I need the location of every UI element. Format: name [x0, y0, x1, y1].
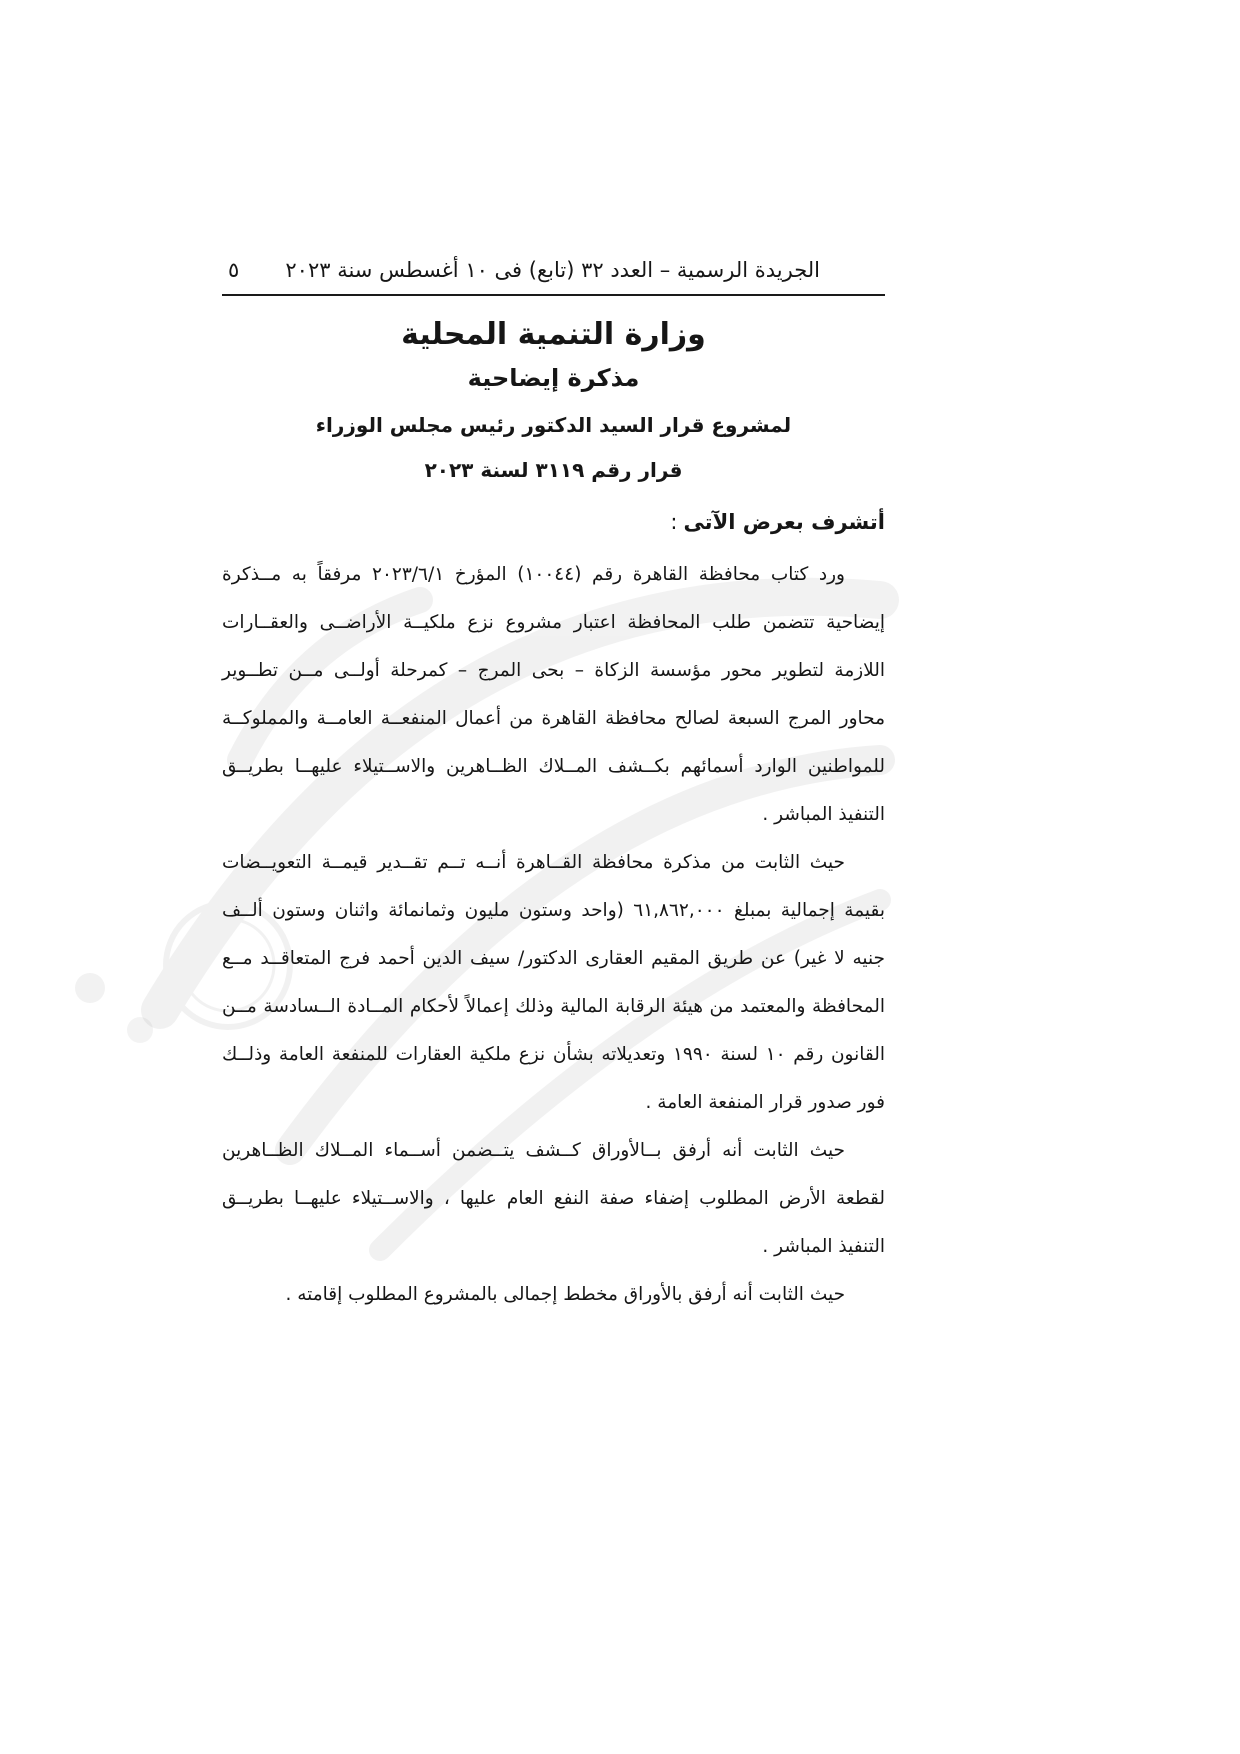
- paragraph: [222, 1271, 885, 1319]
- paragraph-line-text: التنفيذ المباشر .: [762, 804, 885, 825]
- paragraph-line-text: ورد كتاب محافظة القاهرة رقم (١٠٠٤٤) المؤرخ ٢٠٢٣/٦/١ مرفقاً به مــذكرة: [222, 564, 845, 585]
- memo-subtitle: لمشروع قرار السيد الدكتور رئيس مجلس الوزراء: [315, 413, 792, 437]
- paragraph-line-text: للمواطنين الوارد أسمائهم بكــشف المــلاك الظــاهرين والاســتيلاء عليهــا بطريــق: [222, 756, 885, 777]
- page-number: ٥: [228, 258, 240, 282]
- intro-text: أتشرف بعرض الآتى: [683, 510, 885, 534]
- gazette-header: الجريدة الرسمية – العدد ٣٢ (تابع) فى ١٠ أغسطس سنة ٢٠٢٣: [285, 258, 820, 282]
- paragraph-line-text: محاور المرج السبعة لصالح محافظة القاهرة من أعمال المنفعــة العامــة والمملوكــة: [222, 708, 885, 729]
- decree-number: قرار رقم ٣١١٩ لسنة ٢٠٢٣: [424, 458, 683, 482]
- paragraph-line: [222, 695, 885, 743]
- intro-colon: :: [670, 510, 678, 534]
- paragraph-line-text: القانون رقم ١٠ لسنة ١٩٩٠ وتعديلاته بشأن نزع ملكية العقارات للمنفعة العامة وذلــك: [222, 1044, 886, 1065]
- paragraph-line-text: جنيه لا غير) عن طريق المقيم العقارى الدكتور/ سيف الدين أحمد فرج المتعاقــد مــع: [222, 948, 885, 969]
- paragraph-line: [222, 1223, 885, 1271]
- paragraph-line-text: حيث الثابت أنه أرفق بالأوراق مخطط إجمالى بالمشروع المطلوب إقامته .: [285, 1284, 845, 1305]
- paragraph-line: [222, 1271, 885, 1319]
- paragraph-line-text: فور صدور قرار المنفعة العامة .: [645, 1092, 885, 1113]
- watermark-dot: [127, 1017, 153, 1043]
- paragraph-line: [222, 791, 885, 839]
- paragraph-line: [222, 647, 885, 695]
- paragraph-line: [222, 1175, 885, 1223]
- paragraph-line-text: حيث الثابت أنه أرفق بــالأوراق كــشف يتــضمن أســماء المــلاك الظــاهرين: [222, 1140, 845, 1161]
- paragraph-line: [222, 983, 885, 1031]
- header-rule: [222, 294, 885, 296]
- paragraph-line-text: اللازمة لتطوير محور مؤسسة الزكاة – بحى المرج – كمرحلة أولــى مــن تطــوير: [222, 660, 885, 681]
- paragraph-line-text: إيضاحية تتضمن طلب المحافظة اعتبار مشروع نزع ملكيــة الأراضــى والعقــارات: [222, 612, 885, 633]
- paragraph-line-text: المحافظة والمعتمد من هيئة الرقابة المالية وذلك إعمالاً لأحكام المــادة الــسادسة مــن: [222, 996, 885, 1017]
- paragraph: [222, 551, 885, 839]
- paragraph: [222, 839, 885, 1127]
- paragraph-line: [222, 1127, 885, 1175]
- paragraph-line-text: بقيمة إجمالية بمبلغ ٦١,٨٦٢,٠٠٠ (واحد وستون مليون وثمانمائة واثنان وستون ألــف: [222, 900, 885, 921]
- memo-body: [222, 551, 885, 1319]
- intro-heading: [222, 506, 885, 538]
- paragraph-line: [222, 839, 885, 887]
- paragraph-line: [222, 743, 885, 791]
- ministry-title: وزارة التنمية المحلية: [401, 317, 706, 352]
- paragraph: [222, 1127, 885, 1271]
- paragraph-line: [222, 1031, 885, 1079]
- paragraph-line-text: لقطعة الأرض المطلوب إضفاء صفة النفع العام عليها ، والاســتيلاء عليهــا بطريــق: [222, 1188, 885, 1209]
- paragraph-line-text: حيث الثابت من مذكرة محافظة القــاهرة أنــه تــم تقــدير قيمــة التعويــضات: [222, 852, 845, 873]
- paragraph-line: [222, 887, 885, 935]
- paragraph-line: [222, 599, 885, 647]
- paragraph-line: [222, 935, 885, 983]
- paragraph-line: [222, 1079, 885, 1127]
- paragraph-line-text: التنفيذ المباشر .: [762, 1236, 885, 1257]
- memo-title: مذكرة إيضاحية: [467, 364, 640, 392]
- watermark-dot: [75, 973, 105, 1003]
- paragraph-line: [222, 551, 885, 599]
